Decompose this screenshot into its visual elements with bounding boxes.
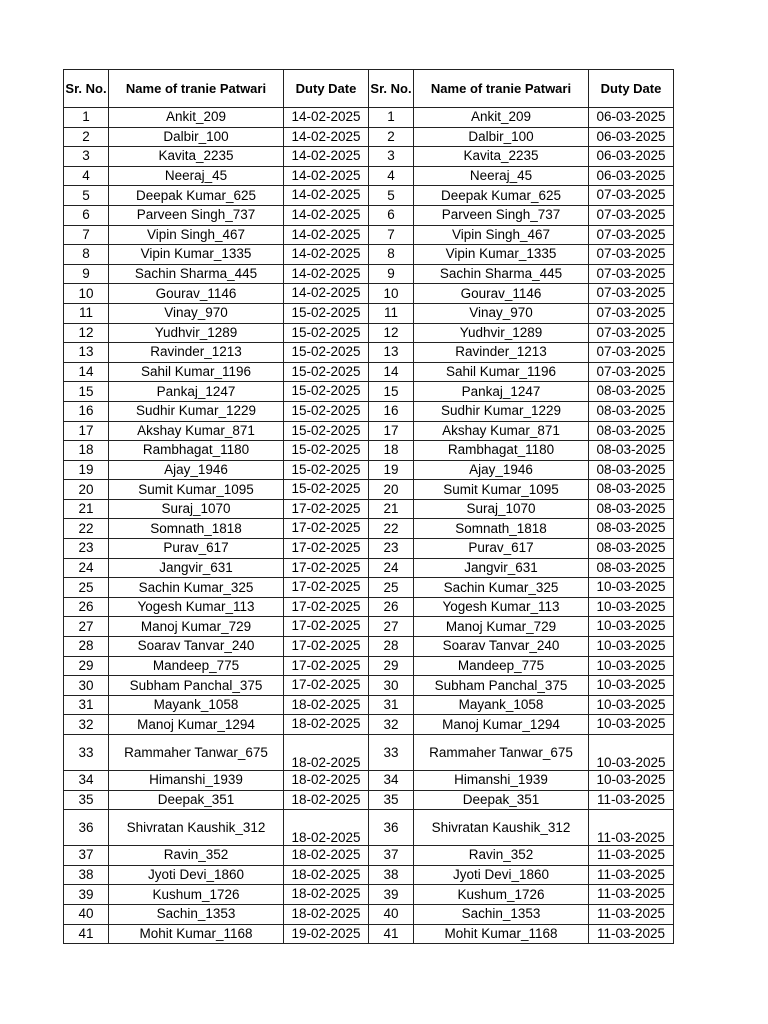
sr-no-cell: 4 <box>369 166 414 186</box>
duty-date-cell: 18-02-2025 <box>284 885 369 905</box>
sr-no-cell: 2 <box>369 127 414 147</box>
trainee-name-cell: Mohit Kumar_1168 <box>414 924 589 944</box>
sr-no-cell: 1 <box>64 108 109 128</box>
trainee-name-cell: Yudhvir_1289 <box>109 323 284 343</box>
sr-no-cell: 31 <box>64 695 109 715</box>
sr-no-cell: 18 <box>64 441 109 461</box>
sr-no-cell: 3 <box>369 147 414 167</box>
trainee-name-cell: Deepak Kumar_625 <box>109 186 284 206</box>
table-row <box>64 656 674 676</box>
sr-no-cell: 36 <box>64 810 109 846</box>
duty-date-cell: 11-03-2025 <box>589 810 674 846</box>
table-row <box>64 695 674 715</box>
duty-date-cell: 11-03-2025 <box>589 790 674 810</box>
trainee-name-cell: Mandeep_775 <box>109 656 284 676</box>
trainee-name-cell: Manoj Kumar_729 <box>109 617 284 637</box>
sr-no-cell: 12 <box>64 323 109 343</box>
trainee-name-cell: Himanshi_1939 <box>109 771 284 791</box>
duty-date-cell: 10-03-2025 <box>589 695 674 715</box>
table-row <box>64 166 674 186</box>
header-trainee-name: Name of tranie Patwari <box>414 70 589 108</box>
trainee-name-cell: Sachin Sharma_445 <box>414 264 589 284</box>
duty-date-cell: 08-03-2025 <box>589 382 674 402</box>
sr-no-cell: 27 <box>369 617 414 637</box>
duty-date-cell: 19-02-2025 <box>284 924 369 944</box>
duty-date-cell: 08-03-2025 <box>589 539 674 559</box>
trainee-name-cell: Soarav Tanvar_240 <box>414 637 589 657</box>
table-row <box>64 924 674 944</box>
duty-date-cell: 15-02-2025 <box>284 343 369 363</box>
trainee-name-cell: Yogesh Kumar_113 <box>414 597 589 617</box>
sr-no-cell: 31 <box>369 695 414 715</box>
duty-date-cell: 10-03-2025 <box>589 637 674 657</box>
trainee-name-cell: Vipin Singh_467 <box>109 225 284 245</box>
table-header-row <box>64 70 674 108</box>
trainee-name-cell: Sudhir Kumar_1229 <box>414 401 589 421</box>
duty-date-cell: 17-02-2025 <box>284 676 369 696</box>
duty-date-cell: 18-02-2025 <box>284 695 369 715</box>
sr-no-cell: 14 <box>64 362 109 382</box>
trainee-name-cell: Sumit Kumar_1095 <box>109 480 284 500</box>
sr-no-cell: 11 <box>369 303 414 323</box>
table-row <box>64 205 674 225</box>
sr-no-cell: 29 <box>369 656 414 676</box>
sr-no-cell: 29 <box>64 656 109 676</box>
trainee-name-cell: Sachin_1353 <box>109 904 284 924</box>
trainee-name-cell: Rammaher Tanwar_675 <box>414 735 589 771</box>
sr-no-cell: 3 <box>64 147 109 167</box>
trainee-name-cell: Rambhagat_1180 <box>414 441 589 461</box>
duty-date-cell: 14-02-2025 <box>284 205 369 225</box>
trainee-name-cell: Akshay Kumar_871 <box>414 421 589 441</box>
duty-date-cell: 07-03-2025 <box>589 205 674 225</box>
trainee-name-cell: Sahil Kumar_1196 <box>109 362 284 382</box>
trainee-name-cell: Ajay_1946 <box>414 460 589 480</box>
sr-no-cell: 19 <box>64 460 109 480</box>
trainee-name-cell: Kushum_1726 <box>414 885 589 905</box>
sr-no-cell: 16 <box>64 401 109 421</box>
duty-date-cell: 10-03-2025 <box>589 617 674 637</box>
trainee-name-cell: Gourav_1146 <box>109 284 284 304</box>
table-row <box>64 303 674 323</box>
sr-no-cell: 41 <box>64 924 109 944</box>
sr-no-cell: 15 <box>64 382 109 402</box>
sr-no-cell: 38 <box>64 865 109 885</box>
sr-no-cell: 34 <box>64 771 109 791</box>
table-row <box>64 323 674 343</box>
sr-no-cell: 34 <box>369 771 414 791</box>
trainee-name-cell: Ravinder_1213 <box>414 343 589 363</box>
sr-no-cell: 40 <box>64 904 109 924</box>
table-row <box>64 362 674 382</box>
sr-no-cell: 13 <box>64 343 109 363</box>
sr-no-cell: 11 <box>64 303 109 323</box>
duty-date-cell: 10-03-2025 <box>589 676 674 696</box>
duty-date-cell: 17-02-2025 <box>284 597 369 617</box>
duty-date-cell: 18-02-2025 <box>284 846 369 866</box>
sr-no-cell: 7 <box>369 225 414 245</box>
duty-date-cell: 18-02-2025 <box>284 865 369 885</box>
trainee-name-cell: Manoj Kumar_1294 <box>414 715 589 735</box>
trainee-name-cell: Neeraj_45 <box>109 166 284 186</box>
sr-no-cell: 6 <box>64 205 109 225</box>
trainee-name-cell: Manoj Kumar_1294 <box>109 715 284 735</box>
sr-no-cell: 12 <box>369 323 414 343</box>
duty-date-cell: 06-03-2025 <box>589 147 674 167</box>
trainee-name-cell: Vipin Singh_467 <box>414 225 589 245</box>
trainee-name-cell: Sahil Kumar_1196 <box>414 362 589 382</box>
sr-no-cell: 6 <box>369 205 414 225</box>
table-row <box>64 597 674 617</box>
duty-date-cell: 07-03-2025 <box>589 245 674 265</box>
trainee-name-cell: Jangvir_631 <box>109 558 284 578</box>
duty-date-cell: 17-02-2025 <box>284 539 369 559</box>
table-row <box>64 519 674 539</box>
trainee-name-cell: Suraj_1070 <box>414 499 589 519</box>
trainee-name-cell: Kavita_2235 <box>109 147 284 167</box>
sr-no-cell: 41 <box>369 924 414 944</box>
sr-no-cell: 27 <box>64 617 109 637</box>
table-row <box>64 617 674 637</box>
trainee-name-cell: Somnath_1818 <box>414 519 589 539</box>
sr-no-cell: 20 <box>64 480 109 500</box>
trainee-name-cell: Ravin_352 <box>414 846 589 866</box>
sr-no-cell: 9 <box>64 264 109 284</box>
sr-no-cell: 17 <box>369 421 414 441</box>
table-row <box>64 637 674 657</box>
table-row <box>64 904 674 924</box>
duty-date-cell: 14-02-2025 <box>284 225 369 245</box>
trainee-name-cell: Sachin Kumar_325 <box>109 578 284 598</box>
duty-date-cell: 18-02-2025 <box>284 810 369 846</box>
table-row <box>64 480 674 500</box>
duty-date-cell: 17-02-2025 <box>284 656 369 676</box>
sr-no-cell: 28 <box>64 637 109 657</box>
duty-date-cell: 14-02-2025 <box>284 284 369 304</box>
table-row <box>64 676 674 696</box>
trainee-name-cell: Shivratan Kaushik_312 <box>109 810 284 846</box>
sr-no-cell: 1 <box>369 108 414 128</box>
table-row <box>64 264 674 284</box>
duty-roster-table <box>63 69 674 944</box>
table-row <box>64 539 674 559</box>
sr-no-cell: 5 <box>369 186 414 206</box>
trainee-name-cell: Mohit Kumar_1168 <box>109 924 284 944</box>
duty-date-cell: 14-02-2025 <box>284 108 369 128</box>
duty-date-cell: 18-02-2025 <box>284 715 369 735</box>
table-body <box>64 108 674 944</box>
table-row <box>64 245 674 265</box>
duty-date-cell: 17-02-2025 <box>284 519 369 539</box>
sr-no-cell: 26 <box>64 597 109 617</box>
table-row <box>64 108 674 128</box>
duty-date-cell: 15-02-2025 <box>284 362 369 382</box>
trainee-name-cell: Jangvir_631 <box>414 558 589 578</box>
duty-date-cell: 07-03-2025 <box>589 303 674 323</box>
duty-date-cell: 11-03-2025 <box>589 865 674 885</box>
duty-date-cell: 10-03-2025 <box>589 735 674 771</box>
duty-date-cell: 07-03-2025 <box>589 362 674 382</box>
sr-no-cell: 10 <box>64 284 109 304</box>
duty-date-cell: 15-02-2025 <box>284 382 369 402</box>
trainee-name-cell: Purav_617 <box>109 539 284 559</box>
trainee-name-cell: Himanshi_1939 <box>414 771 589 791</box>
sr-no-cell: 36 <box>369 810 414 846</box>
duty-date-cell: 15-02-2025 <box>284 480 369 500</box>
duty-date-cell: 17-02-2025 <box>284 578 369 598</box>
duty-date-cell: 07-03-2025 <box>589 264 674 284</box>
duty-date-cell: 10-03-2025 <box>589 597 674 617</box>
sr-no-cell: 4 <box>64 166 109 186</box>
sr-no-cell: 21 <box>369 499 414 519</box>
duty-date-cell: 10-03-2025 <box>589 656 674 676</box>
sr-no-cell: 20 <box>369 480 414 500</box>
duty-date-cell: 18-02-2025 <box>284 771 369 791</box>
trainee-name-cell: Vinay_970 <box>109 303 284 323</box>
trainee-name-cell: Vipin Kumar_1335 <box>109 245 284 265</box>
duty-date-cell: 17-02-2025 <box>284 499 369 519</box>
trainee-name-cell: Dalbir_100 <box>109 127 284 147</box>
table-row <box>64 225 674 245</box>
sr-no-cell: 13 <box>369 343 414 363</box>
table-row <box>64 790 674 810</box>
duty-date-cell: 15-02-2025 <box>284 303 369 323</box>
duty-date-cell: 14-02-2025 <box>284 245 369 265</box>
sr-no-cell: 39 <box>369 885 414 905</box>
duty-date-cell: 11-03-2025 <box>589 924 674 944</box>
table-row <box>64 127 674 147</box>
duty-date-cell: 06-03-2025 <box>589 127 674 147</box>
duty-date-cell: 07-03-2025 <box>589 323 674 343</box>
duty-date-cell: 08-03-2025 <box>589 441 674 461</box>
sr-no-cell: 23 <box>64 539 109 559</box>
table-row <box>64 186 674 206</box>
trainee-name-cell: Somnath_1818 <box>109 519 284 539</box>
duty-date-cell: 18-02-2025 <box>284 790 369 810</box>
table-row <box>64 284 674 304</box>
table-row <box>64 865 674 885</box>
table-row <box>64 499 674 519</box>
table-row <box>64 343 674 363</box>
trainee-name-cell: Ravin_352 <box>109 846 284 866</box>
trainee-name-cell: Soarav Tanvar_240 <box>109 637 284 657</box>
duty-date-cell: 17-02-2025 <box>284 637 369 657</box>
sr-no-cell: 39 <box>64 885 109 905</box>
duty-date-cell: 15-02-2025 <box>284 460 369 480</box>
trainee-name-cell: Subham Panchal_375 <box>109 676 284 696</box>
trainee-name-cell: Vipin Kumar_1335 <box>414 245 589 265</box>
duty-date-cell: 07-03-2025 <box>589 186 674 206</box>
trainee-name-cell: Yudhvir_1289 <box>414 323 589 343</box>
duty-date-cell: 10-03-2025 <box>589 715 674 735</box>
trainee-name-cell: Jyoti Devi_1860 <box>414 865 589 885</box>
sr-no-cell: 7 <box>64 225 109 245</box>
trainee-name-cell: Ankit_209 <box>109 108 284 128</box>
duty-date-cell: 18-02-2025 <box>284 735 369 771</box>
sr-no-cell: 37 <box>369 846 414 866</box>
duty-date-cell: 06-03-2025 <box>589 108 674 128</box>
duty-date-cell: 11-03-2025 <box>589 846 674 866</box>
sr-no-cell: 19 <box>369 460 414 480</box>
duty-date-cell: 14-02-2025 <box>284 264 369 284</box>
duty-date-cell: 14-02-2025 <box>284 166 369 186</box>
table-row <box>64 421 674 441</box>
duty-date-cell: 18-02-2025 <box>284 904 369 924</box>
duty-date-cell: 17-02-2025 <box>284 617 369 637</box>
trainee-name-cell: Sumit Kumar_1095 <box>414 480 589 500</box>
sr-no-cell: 23 <box>369 539 414 559</box>
trainee-name-cell: Kushum_1726 <box>109 885 284 905</box>
sr-no-cell: 8 <box>369 245 414 265</box>
duty-date-cell: 06-03-2025 <box>589 166 674 186</box>
sr-no-cell: 9 <box>369 264 414 284</box>
duty-date-cell: 07-03-2025 <box>589 284 674 304</box>
duty-date-cell: 14-02-2025 <box>284 147 369 167</box>
sr-no-cell: 35 <box>64 790 109 810</box>
sr-no-cell: 24 <box>64 558 109 578</box>
trainee-name-cell: Gourav_1146 <box>414 284 589 304</box>
trainee-name-cell: Yogesh Kumar_113 <box>109 597 284 617</box>
trainee-name-cell: Shivratan Kaushik_312 <box>414 810 589 846</box>
table-row <box>64 147 674 167</box>
trainee-name-cell: Ravinder_1213 <box>109 343 284 363</box>
sr-no-cell: 18 <box>369 441 414 461</box>
trainee-name-cell: Neeraj_45 <box>414 166 589 186</box>
duty-date-cell: 15-02-2025 <box>284 323 369 343</box>
table-row <box>64 885 674 905</box>
sr-no-cell: 21 <box>64 499 109 519</box>
header-sr-no: Sr. No. <box>369 70 414 108</box>
sr-no-cell: 26 <box>369 597 414 617</box>
sr-no-cell: 10 <box>369 284 414 304</box>
trainee-name-cell: Dalbir_100 <box>414 127 589 147</box>
sr-no-cell: 30 <box>64 676 109 696</box>
sr-no-cell: 8 <box>64 245 109 265</box>
sr-no-cell: 15 <box>369 382 414 402</box>
trainee-name-cell: Kavita_2235 <box>414 147 589 167</box>
duty-date-cell: 08-03-2025 <box>589 558 674 578</box>
trainee-name-cell: Rammaher Tanwar_675 <box>109 735 284 771</box>
sr-no-cell: 33 <box>64 735 109 771</box>
sr-no-cell: 32 <box>369 715 414 735</box>
trainee-name-cell: Sudhir Kumar_1229 <box>109 401 284 421</box>
duty-date-cell: 10-03-2025 <box>589 578 674 598</box>
sr-no-cell: 32 <box>64 715 109 735</box>
trainee-name-cell: Akshay Kumar_871 <box>109 421 284 441</box>
sr-no-cell: 40 <box>369 904 414 924</box>
duty-date-cell: 08-03-2025 <box>589 421 674 441</box>
table-row <box>64 735 674 771</box>
table-row <box>64 441 674 461</box>
trainee-name-cell: Pankaj_1247 <box>109 382 284 402</box>
duty-date-cell: 11-03-2025 <box>589 885 674 905</box>
duty-date-cell: 07-03-2025 <box>589 225 674 245</box>
sr-no-cell: 25 <box>369 578 414 598</box>
sr-no-cell: 30 <box>369 676 414 696</box>
duty-date-cell: 08-03-2025 <box>589 499 674 519</box>
table-row <box>64 382 674 402</box>
duty-date-cell: 08-03-2025 <box>589 480 674 500</box>
header-trainee-name: Name of tranie Patwari <box>109 70 284 108</box>
sr-no-cell: 14 <box>369 362 414 382</box>
table-row <box>64 558 674 578</box>
duty-date-cell: 15-02-2025 <box>284 421 369 441</box>
sr-no-cell: 38 <box>369 865 414 885</box>
trainee-name-cell: Sachin_1353 <box>414 904 589 924</box>
trainee-name-cell: Sachin Sharma_445 <box>109 264 284 284</box>
table-row <box>64 460 674 480</box>
trainee-name-cell: Deepak Kumar_625 <box>414 186 589 206</box>
trainee-name-cell: Ajay_1946 <box>109 460 284 480</box>
trainee-name-cell: Sachin Kumar_325 <box>414 578 589 598</box>
trainee-name-cell: Mayank_1058 <box>414 695 589 715</box>
header-sr-no: Sr. No. <box>64 70 109 108</box>
sr-no-cell: 24 <box>369 558 414 578</box>
trainee-name-cell: Mayank_1058 <box>109 695 284 715</box>
sr-no-cell: 22 <box>369 519 414 539</box>
duty-date-cell: 08-03-2025 <box>589 401 674 421</box>
table-row <box>64 846 674 866</box>
trainee-name-cell: Ankit_209 <box>414 108 589 128</box>
sr-no-cell: 37 <box>64 846 109 866</box>
trainee-name-cell: Jyoti Devi_1860 <box>109 865 284 885</box>
duty-date-cell: 08-03-2025 <box>589 460 674 480</box>
trainee-name-cell: Purav_617 <box>414 539 589 559</box>
trainee-name-cell: Rambhagat_1180 <box>109 441 284 461</box>
duty-date-cell: 15-02-2025 <box>284 441 369 461</box>
trainee-name-cell: Subham Panchal_375 <box>414 676 589 696</box>
header-duty-date: Duty Date <box>589 70 674 108</box>
sr-no-cell: 17 <box>64 421 109 441</box>
trainee-name-cell: Vinay_970 <box>414 303 589 323</box>
sr-no-cell: 22 <box>64 519 109 539</box>
header-duty-date: Duty Date <box>284 70 369 108</box>
trainee-name-cell: Parveen Singh_737 <box>109 205 284 225</box>
table-row <box>64 771 674 791</box>
duty-date-cell: 10-03-2025 <box>589 771 674 791</box>
sr-no-cell: 2 <box>64 127 109 147</box>
sr-no-cell: 5 <box>64 186 109 206</box>
trainee-name-cell: Manoj Kumar_729 <box>414 617 589 637</box>
trainee-name-cell: Parveen Singh_737 <box>414 205 589 225</box>
table-row <box>64 810 674 846</box>
duty-date-cell: 07-03-2025 <box>589 343 674 363</box>
duty-date-cell: 15-02-2025 <box>284 401 369 421</box>
table-row <box>64 578 674 598</box>
sr-no-cell: 28 <box>369 637 414 657</box>
trainee-name-cell: Deepak_351 <box>109 790 284 810</box>
duty-date-cell: 17-02-2025 <box>284 558 369 578</box>
sr-no-cell: 33 <box>369 735 414 771</box>
table-row <box>64 401 674 421</box>
sr-no-cell: 16 <box>369 401 414 421</box>
duty-date-cell: 14-02-2025 <box>284 186 369 206</box>
duty-date-cell: 08-03-2025 <box>589 519 674 539</box>
trainee-name-cell: Suraj_1070 <box>109 499 284 519</box>
trainee-name-cell: Mandeep_775 <box>414 656 589 676</box>
duty-date-cell: 14-02-2025 <box>284 127 369 147</box>
sr-no-cell: 35 <box>369 790 414 810</box>
duty-date-cell: 11-03-2025 <box>589 904 674 924</box>
table-row <box>64 715 674 735</box>
trainee-name-cell: Deepak_351 <box>414 790 589 810</box>
trainee-name-cell: Pankaj_1247 <box>414 382 589 402</box>
sr-no-cell: 25 <box>64 578 109 598</box>
